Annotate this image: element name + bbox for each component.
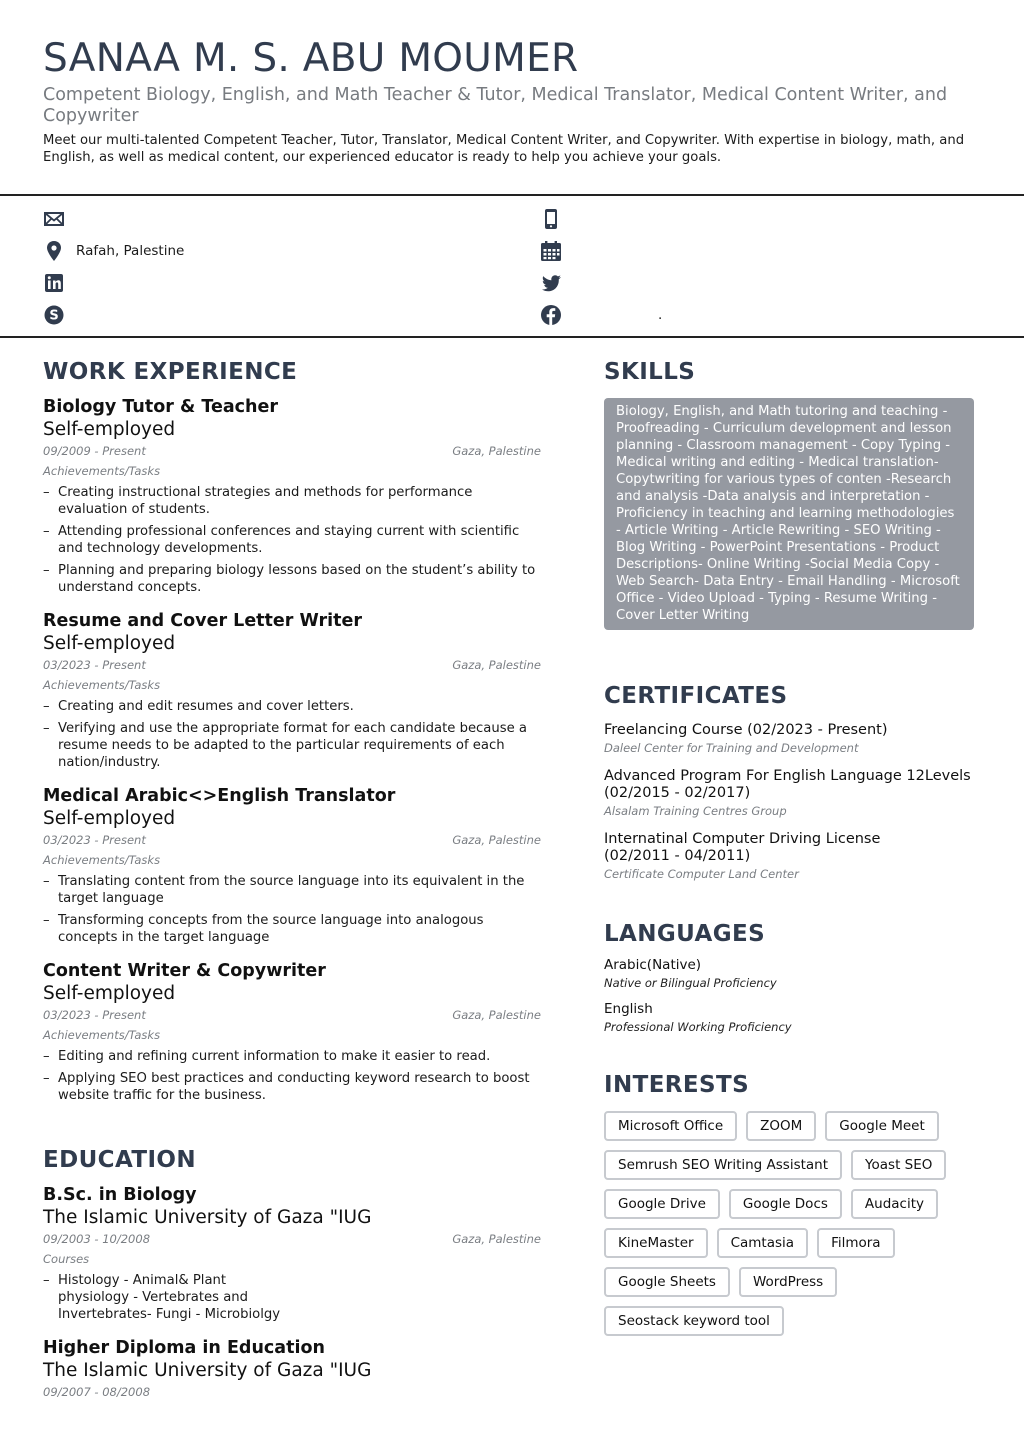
contact-phone[interactable] <box>540 205 562 233</box>
language-name: Arabic(Native) <box>604 957 702 973</box>
header-divider <box>0 194 1024 196</box>
job-meta <box>43 443 541 459</box>
achievements-label: Achievements/Tasks <box>43 853 161 867</box>
job-meta <box>43 1007 541 1023</box>
calendar-icon <box>540 240 562 262</box>
education-meta <box>43 1231 541 1247</box>
contact-skype[interactable] <box>43 301 65 329</box>
svg-text:S: S <box>49 308 59 324</box>
task-item: – Creating instructional strategies and methods for performance evaluation of students. <box>43 484 541 518</box>
task-item: – Planning and preparing biology lessons based on the student’s ability to understand concepts. <box>43 562 541 596</box>
education-section <box>43 1146 541 1400</box>
left-column <box>43 358 541 1400</box>
school-name: The Islamic University of Gaza "IUG <box>43 1360 372 1381</box>
job-dates: 03/2023 - Present <box>43 1008 146 1022</box>
interest-tag: Semrush SEO Writing Assistant <box>604 1150 842 1180</box>
linkedin-icon <box>43 272 65 294</box>
task-list <box>43 873 541 946</box>
degree-title: Higher Diploma in Education <box>43 1338 325 1358</box>
job-title: Content Writer & Copywriter <box>43 961 326 981</box>
job-meta <box>43 832 541 848</box>
languages-title: LANGUAGES <box>604 921 766 947</box>
job-location: Gaza, Palestine <box>452 444 541 458</box>
task-list <box>43 484 541 596</box>
job-entry <box>43 396 541 596</box>
task-item: – Transforming concepts from the source language into analogous concepts in the target language <box>43 912 541 946</box>
education-dates: 09/2007 - 08/2008 <box>43 1385 151 1399</box>
location-text: Rafah, Palestine <box>76 243 185 259</box>
job-location: Gaza, Palestine <box>452 1008 541 1022</box>
task-item: – Editing and refining current information to make it easier to read. <box>43 1048 541 1065</box>
interest-tags <box>604 1111 974 1336</box>
contact-email[interactable] <box>43 205 65 233</box>
course-item: – Histology - Animal& Plant physiology - Vertebrates and Invertebrates- Fungi - Microbiolgy <box>43 1272 283 1323</box>
task-item: – Attending professional conferences and staying current with scientific and technology developments. <box>43 523 541 557</box>
interest-tag: Filmora <box>817 1228 895 1258</box>
education-dates: 09/2003 - 10/2008 <box>43 1232 151 1246</box>
achievements-label: Achievements/Tasks <box>43 464 161 478</box>
facebook-icon <box>540 304 562 326</box>
job-organization: Self-employed <box>43 808 176 829</box>
interest-tag: KineMaster <box>604 1228 708 1258</box>
contact-facebook[interactable] <box>540 301 662 329</box>
languages-section <box>604 920 974 1035</box>
work-experience-section <box>43 358 541 1104</box>
work-experience-title: WORK EXPERIENCE <box>43 359 298 385</box>
job-location: Gaza, Palestine <box>452 833 541 847</box>
achievements-label: Achievements/Tasks <box>43 678 161 692</box>
candidate-name: SANAA M. S. ABU MOUMER <box>43 36 579 81</box>
job-dates: 03/2023 - Present <box>43 833 146 847</box>
skills-title: SKILLS <box>604 359 696 385</box>
skills-box: Biology, English, and Math tutoring and teaching - Proofreading - Curriculum development and lesson planning - Classroom management - Copy Typing - Medical writing and editing - Medical translation- Copytwriting for various types of conten -Research and analysis -Data analysis and interpretation - Proficiency in teaching and learning methodologies - Article Writing - Article Rewriting - SEO Writing - Blog Writing - PowerPoint Presentations - Product Descriptions- Online Writing -Social Media Copy - Web Search- Data Entry - Email Handling - Microsoft Office - Video Upload - Typing - Resume Writing - Cover Letter Writing <box>604 398 974 630</box>
course-list <box>43 1272 283 1323</box>
contact-birthdate <box>540 237 562 265</box>
candidate-summary: Meet our multi-talented Competent Teacher, Tutor, Translator, Medical Content Writer, and Copywriter. With expertise in biology, math, and English, as well as medical content, our experienced educator is ready to help you achieve your goals. <box>43 133 965 165</box>
job-title: Resume and Cover Letter Writer <box>43 611 362 631</box>
contact-twitter[interactable] <box>540 269 562 297</box>
language-entry <box>604 1001 974 1035</box>
job-location: Gaza, Palestine <box>452 658 541 672</box>
certificate-name: Advanced Program For English Language 12Levels (02/2015 - 02/2017) <box>604 768 971 801</box>
certificate-entry <box>604 722 974 756</box>
task-item: – Translating content from the source language into its equivalent in the target language <box>43 873 541 907</box>
job-entry <box>43 960 541 1104</box>
interest-tag: Google Sheets <box>604 1267 730 1297</box>
certificate-name: Freelancing Course (02/2023 - Present) <box>604 722 888 738</box>
certificates-title: CERTIFICATES <box>604 683 788 709</box>
job-title: Biology Tutor & Teacher <box>43 397 278 417</box>
interests-section <box>604 1071 974 1336</box>
language-entry <box>604 957 974 991</box>
task-list <box>43 1048 541 1104</box>
interest-tag: Seostack keyword tool <box>604 1306 784 1336</box>
task-item: – Creating and edit resumes and cover letters. <box>43 698 541 715</box>
skills-section <box>604 358 974 630</box>
interest-tag: ZOOM <box>746 1111 816 1141</box>
certificate-institution: Certificate Computer Land Center <box>604 867 799 881</box>
job-title: Medical Arabic<>English Translator <box>43 786 396 806</box>
language-level: Professional Working Proficiency <box>604 1020 792 1034</box>
language-name: English <box>604 1001 653 1017</box>
contact-location <box>43 237 184 265</box>
certificate-entry <box>604 768 974 819</box>
courses-label: Courses <box>43 1252 90 1266</box>
candidate-subtitle: Competent Biology, English, and Math Teacher & Tutor, Medical Translator, Medical Content Writer, and Copywriter <box>43 85 948 126</box>
interest-tag: Camtasia <box>717 1228 808 1258</box>
job-organization: Self-employed <box>43 419 176 440</box>
certificate-entry <box>604 831 974 882</box>
interest-tag: Google Docs <box>729 1189 842 1219</box>
degree-title: B.Sc. in Biology <box>43 1185 197 1205</box>
interests-title: INTERESTS <box>604 1072 750 1098</box>
certificate-institution: Daleel Center for Training and Development <box>604 741 859 755</box>
certificate-name: Internatinal Computer Driving License (02/2011 - 04/2011) <box>604 831 881 864</box>
language-level: Native or Bilingual Proficiency <box>604 976 777 990</box>
certificates-section <box>604 682 974 882</box>
interest-tag: Google Meet <box>825 1111 938 1141</box>
interest-tag: WordPress <box>739 1267 837 1297</box>
education-title: EDUCATION <box>43 1147 197 1173</box>
task-item: – Applying SEO best practices and conducting keyword research to boost website traffic for the business. <box>43 1070 541 1104</box>
twitter-icon <box>540 272 562 294</box>
interest-tag: Yoast SEO <box>851 1150 946 1180</box>
location-icon <box>43 240 65 262</box>
contact-section <box>43 200 983 332</box>
achievements-label: Achievements/Tasks <box>43 1028 161 1042</box>
job-dates: 09/2009 - Present <box>43 444 146 458</box>
facebook-text: . <box>658 307 663 323</box>
education-entry <box>43 1184 541 1323</box>
contact-divider <box>0 336 1024 338</box>
contact-linkedin[interactable] <box>43 269 65 297</box>
resume-header <box>43 36 983 166</box>
education-location: Gaza, Palestine <box>452 1232 541 1246</box>
education-meta <box>43 1384 541 1400</box>
email-icon <box>43 208 65 230</box>
interest-tag: Microsoft Office <box>604 1111 737 1141</box>
right-column <box>604 358 974 1336</box>
education-entry <box>43 1337 541 1400</box>
task-item: – Verifying and use the appropriate format for each candidate because a resume needs to be adapted to the particular requirements of each nation/industry. <box>43 720 541 771</box>
skype-icon <box>43 304 65 326</box>
job-entry <box>43 785 541 946</box>
job-organization: Self-employed <box>43 983 176 1004</box>
certificate-institution: Alsalam Training Centres Group <box>604 804 787 818</box>
phone-icon <box>540 208 562 230</box>
interest-tag: Audacity <box>851 1189 938 1219</box>
job-meta <box>43 657 541 673</box>
task-list <box>43 698 541 771</box>
school-name: The Islamic University of Gaza "IUG <box>43 1207 372 1228</box>
job-organization: Self-employed <box>43 633 176 654</box>
interest-tag: Google Drive <box>604 1189 720 1219</box>
job-dates: 03/2023 - Present <box>43 658 146 672</box>
job-entry <box>43 610 541 771</box>
